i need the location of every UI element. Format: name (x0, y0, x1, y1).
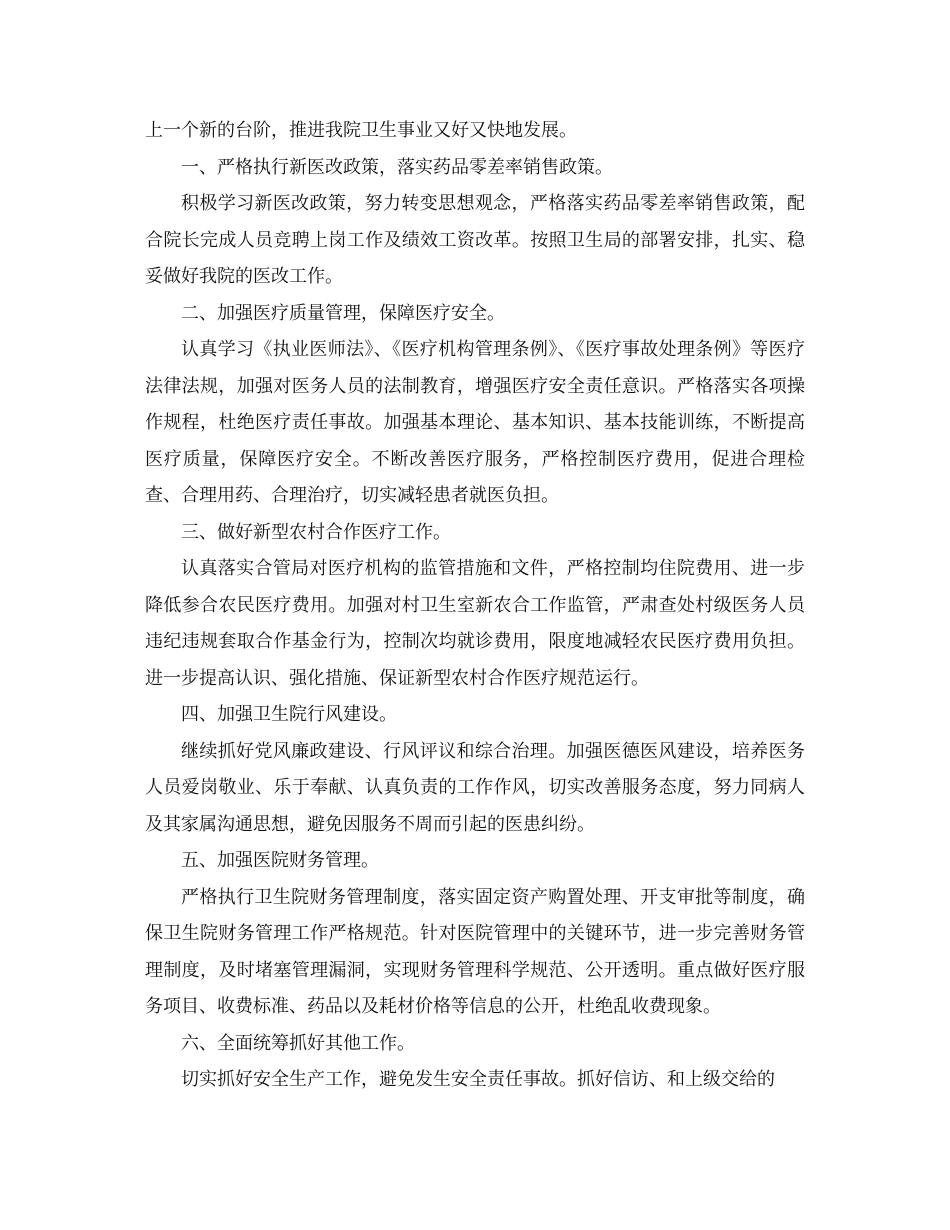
section-heading-3: 三、做好新型农村合作医疗工作。 (181, 521, 451, 543)
section-body-1: 积极学习新医改政策，努力转变思想观念，严格落实药品零差率销售政策，配合院长完成人员竞聘上岗工作及绩效工资改革。按照卫生局的部署安排，扎实、稳妥做好我院的医改工作。 (145, 193, 805, 287)
section-heading-2: 二、加强医疗质量管理，保障医疗安全。 (181, 302, 505, 324)
section-body-3: 认真落实合管局对医疗机构的监管措施和文件，严格控制均住院费用、进一步降低参合农民医疗费用。加强对村卫生室新农合工作监管，严肃查处村级医务人员违纪违规套取合作基金行为，控制次均就诊费用，限度地减轻农民医疗费用负担。进一步提高认识、强化措施、保证新型农村合作医疗规范运行。 (145, 558, 805, 689)
document-body (145, 113, 805, 1099)
paragraph-continuation: 上一个新的台阶，推进我院卫生事业又好又快地发展。 (145, 120, 577, 141)
section-heading-5: 五、加强医院财务管理。 (181, 850, 379, 871)
section-body-4: 继续抓好党风廉政建设、行风评议和综合治理。加强医德医风建设，培养医务人员爱岗敬业、乐于奉献、认真负责的工作作风，切实改善服务态度，努力同病人及其家属沟通思想，避免因服务不周而引起的医患纠纷。 (145, 740, 805, 835)
section-heading-1: 一、严格执行新医改政策，落实药品零差率销售政策。 (181, 156, 613, 178)
section-body-5: 严格执行卫生院财务管理制度，落实固定资产购置处理、开支审批等制度，确保卫生院财务管理工作严格规范。针对医院管理中的关键环节，进一步完善财务管理制度，及时堵塞管理漏洞，实现财务管理科学规范、公开透明。重点做好医疗服务项目、收费标准、药品以及耗材价格等信息的公开，杜绝乱收费现象。 (145, 886, 805, 1017)
section-heading-4: 四、加强卫生院行风建设。 (181, 704, 397, 725)
section-heading-6: 六、全面统筹抓好其他工作。 (181, 1032, 415, 1054)
section-body-6: 切实抓好安全生产工作，避免发生安全责任事故。抓好信访、和上级交给的 (181, 1069, 775, 1090)
section-body-2: 认真学习《执业医师法》、《医疗机构管理条例》、《医疗事故处理条例》等医疗法律法规，加强对医务人员的法制教育，增强医疗安全责任意识。严格落实各项操作规程，杜绝医疗责任事故。加强基本理论、基本知识、基本技能训练，不断提高医疗质量，保障医疗安全。不断改善医疗服务，严格控制医疗费用，促进合理检查、合理用药、合理治疗，切实减轻患者就医负担。 (145, 339, 805, 506)
